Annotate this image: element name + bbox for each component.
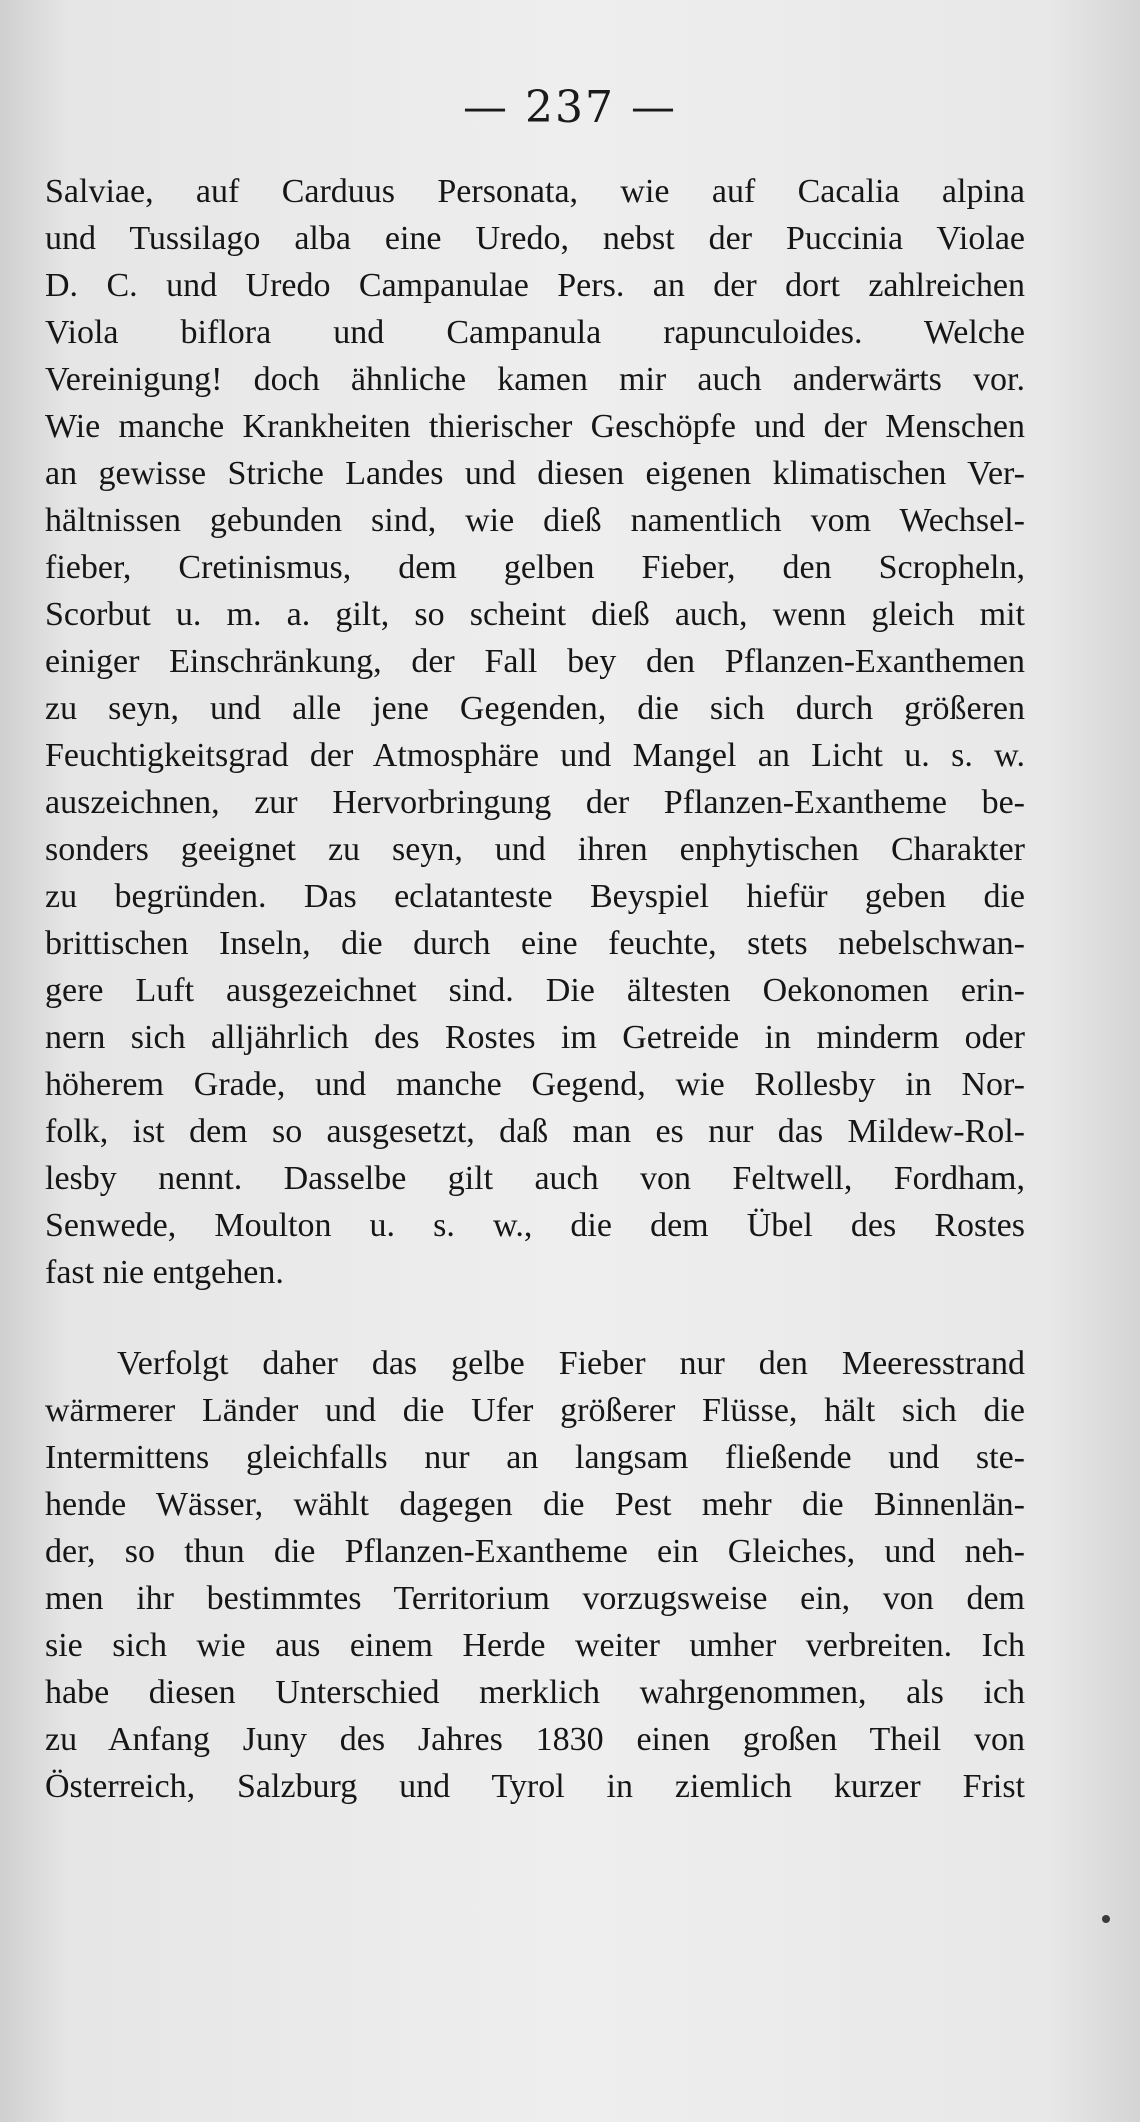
text-line: einiger Einschränkung, der Fall bey den Pflanzen-Exanthemen <box>45 643 1025 680</box>
text-line: lesby nennt. Dasselbe gilt auch von Feltwell, Fordham, <box>45 1160 1025 1197</box>
text-line: sonders geeignet zu seyn, und ihren enphytischen Charakter <box>45 831 1025 868</box>
text-line: men ihr bestimmtes Territorium vorzugsweise ein, von dem <box>45 1580 1025 1617</box>
text-line: brittischen Inseln, die durch eine feuchte, stets nebelschwan- <box>45 925 1025 962</box>
text-line: Vereinigung! doch ähnliche kamen mir auch anderwärts vor. <box>45 361 1025 398</box>
text-line: Viola biflora und Campanula rapunculoides. Welche <box>45 314 1025 351</box>
text-line: Verfolgt daher das gelbe Fieber nur den Meeresstrand <box>117 1345 1025 1382</box>
body-text <box>45 168 1025 1810</box>
text-line: Feuchtigkeitsgrad der Atmosphäre und Mangel an Licht u. s. w. <box>45 737 1025 774</box>
text-line: sie sich wie aus einem Herde weiter umher verbreiten. Ich <box>45 1627 1025 1664</box>
text-line: D. C. und Uredo Campanulae Pers. an der dort zahlreichen <box>45 267 1025 304</box>
text-line: an gewisse Striche Landes und diesen eigenen klimatischen Ver- <box>45 455 1025 492</box>
text-line: Österreich, Salzburg und Tyrol in ziemlich kurzer Frist <box>45 1768 1025 1805</box>
text-line: fast nie entgehen. <box>45 1254 284 1291</box>
text-line: Senwede, Moulton u. s. w., die dem Übel des Rostes <box>45 1207 1025 1244</box>
text-line: fieber, Cretinismus, dem gelben Fieber, den Scropheln, <box>45 549 1025 586</box>
text-line: Wie manche Krankheiten thierischer Geschöpfe und der Menschen <box>45 408 1025 445</box>
text-line: wärmerer Länder und die Ufer größerer Flüsse, hält sich die <box>45 1392 1025 1429</box>
paragraph-2 <box>45 1340 1025 1810</box>
text-line: zu begründen. Das eclatanteste Beyspiel hiefür geben die <box>45 878 1025 915</box>
paragraph-1 <box>45 168 1025 1296</box>
text-line: Intermittens gleichfalls nur an langsam fließende und ste- <box>45 1439 1025 1476</box>
page-number: — 237 — <box>463 82 677 133</box>
text-line: und Tussilago alba eine Uredo, nebst der Puccinia Violae <box>45 220 1025 257</box>
text-line: Salviae, auf Carduus Personata, wie auf Cacalia alpina <box>45 173 1025 210</box>
text-line: auszeichnen, zur Hervorbringung der Pflanzen-Exantheme be- <box>45 784 1025 821</box>
text-line: zu Anfang Juny des Jahres 1830 einen großen Theil von <box>45 1721 1025 1758</box>
text-line: hende Wässer, wählt dagegen die Pest mehr die Binnenlän- <box>45 1486 1025 1523</box>
text-line: nern sich alljährlich des Rostes im Getreide in minderm oder <box>45 1019 1025 1056</box>
text-line: folk, ist dem so ausgesetzt, daß man es nur das Mildew-Rol- <box>45 1113 1025 1150</box>
text-line: habe diesen Unterschied merklich wahrgenommen, als ich <box>45 1674 1025 1711</box>
text-line: hältnissen gebunden sind, wie dieß namentlich vom Wechsel- <box>45 502 1025 539</box>
text-line: gere Luft ausgezeichnet sind. Die ältesten Oekonomen erin- <box>45 972 1025 1009</box>
text-line: der, so thun die Pflanzen-Exantheme ein Gleiches, und neh- <box>45 1533 1025 1570</box>
text-line: zu seyn, und alle jene Gegenden, die sich durch größeren <box>45 690 1025 727</box>
paragraph-spacer <box>45 1296 1025 1340</box>
text-line: höherem Grade, und manche Gegend, wie Rollesby in Nor- <box>45 1066 1025 1103</box>
text-line: Scorbut u. m. a. gilt, so scheint dieß auch, wenn gleich mit <box>45 596 1025 633</box>
ink-spot-mark <box>1102 1915 1110 1923</box>
